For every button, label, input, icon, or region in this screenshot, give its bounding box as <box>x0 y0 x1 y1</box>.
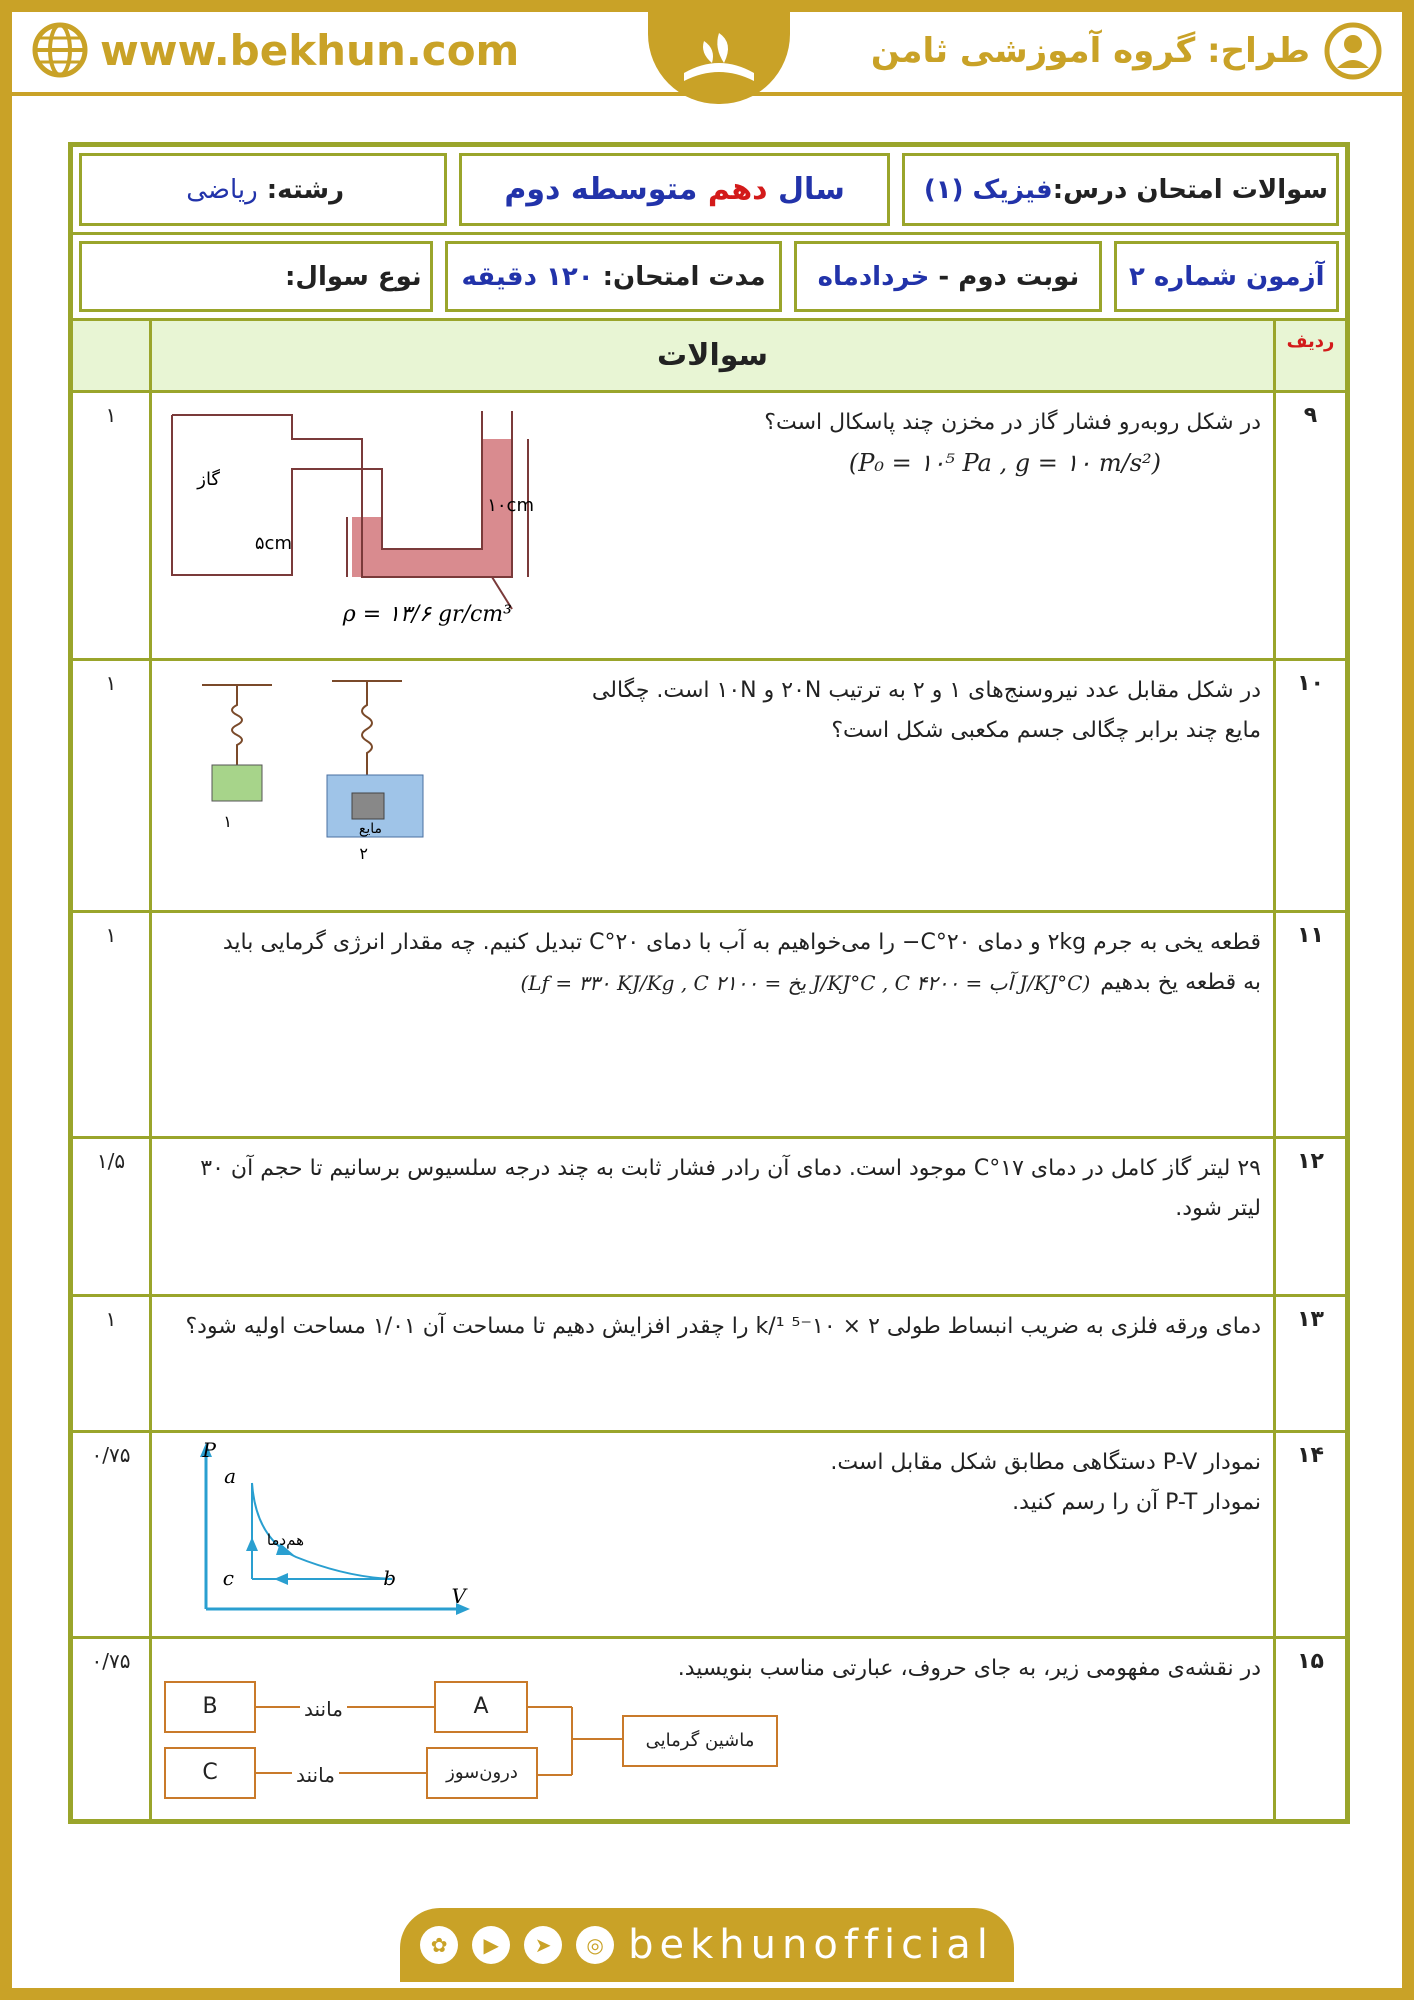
gas-label: گاز <box>197 469 220 490</box>
session-month: خردادماه <box>817 261 930 292</box>
question-text-line2: لیتر شود. <box>1175 1196 1261 1221</box>
point-b: b <box>383 1566 396 1590</box>
density-label: ρ = ۱۳/۶ gr/cm³ <box>342 602 512 627</box>
question-number: ۱۵ <box>1273 1639 1345 1819</box>
duration-label: مدت امتحان: <box>602 261 766 292</box>
grade-mid: دهم <box>707 172 768 207</box>
col-questions-label: سوالات <box>149 321 1273 390</box>
designer-label: طراح: گروه آموزشی ثامن <box>870 31 1310 71</box>
question-body <box>149 393 1273 658</box>
column-header-row <box>73 321 1345 393</box>
grade-cell <box>459 153 890 226</box>
grade-post: متوسطه دوم <box>504 172 698 207</box>
top-bar <box>12 12 1402 96</box>
question-row <box>73 661 1345 913</box>
point-c: c <box>222 1566 234 1590</box>
question-text-line1: در شکل مقابل عدد نیروسنج‌های ۱ و ۲ به ترتیب ۲۰N و ۱۰N است. چگالی <box>591 678 1261 703</box>
subject-label: سوالات امتحان درس: <box>1052 174 1328 205</box>
question-body <box>149 1639 1273 1819</box>
website-label: www.bekhun.com <box>100 25 520 75</box>
question-text-line2: نمودار P-T آن را رسم کنید. <box>1012 1490 1261 1515</box>
question-text: در شکل روبه‌رو فشار گاز در مخزن چند پاسکال است؟ <box>764 410 1261 435</box>
aparat-icon[interactable]: ✿ <box>420 1926 458 1964</box>
session-sep: - <box>938 261 950 292</box>
question-row <box>73 1139 1345 1297</box>
isothermal-label: هم‌دما <box>266 1531 304 1549</box>
duration-value: ۱۲۰ دقیقه <box>461 261 594 292</box>
instagram-icon[interactable]: ◎ <box>576 1926 614 1964</box>
session-cell <box>794 241 1102 312</box>
axis-v-label: V <box>451 1584 466 1608</box>
link-label-2: مانند <box>292 1755 339 1795</box>
session-label: نوبت دوم <box>958 261 1080 292</box>
question-body <box>149 913 1273 1136</box>
subject-cell <box>902 153 1339 226</box>
website[interactable] <box>32 22 519 78</box>
scale-1-label: ۱ <box>223 812 232 831</box>
manometer-figure <box>162 409 682 649</box>
subject-value: فیزیک (۱) <box>923 174 1053 205</box>
question-text-line1: نمودار P-V دستگاهی مطابق شکل مقابل است. <box>830 1450 1261 1475</box>
question-body <box>149 1433 1273 1636</box>
question-text-line1: قطعه یخی به جرم ۲kg و دمای ۲۰°C− را می‌خواهیم به آب با دمای ۲۰°C تبدیل کنیم. چه مقدار انرژی گرمایی باید <box>222 930 1261 955</box>
book-logo-icon <box>674 23 764 93</box>
concept-box-b: B <box>164 1681 256 1733</box>
question-number: ۱۲ <box>1273 1139 1345 1294</box>
point-a: a <box>224 1464 236 1488</box>
question-number: ۱۱ <box>1273 913 1345 1136</box>
question-score: ۱ <box>105 1307 117 1331</box>
footer-bar <box>400 1908 1014 1982</box>
header-row-2 <box>73 235 1345 321</box>
question-number: ۱۳ <box>1273 1297 1345 1430</box>
field-cell <box>79 153 447 226</box>
link-label-1: مانند <box>300 1689 347 1729</box>
question-score: ۰/۷۵ <box>91 1443 131 1467</box>
question-row <box>73 1639 1345 1819</box>
question-score: ۱ <box>105 671 117 695</box>
field-label: رشته: <box>266 174 345 205</box>
height-5cm: ۵cm <box>254 533 292 554</box>
question-type-label: نوع سوال: <box>79 241 433 312</box>
question-body <box>149 661 1273 910</box>
question-score: ۰/۷۵ <box>91 1649 131 1673</box>
question-score: ۱ <box>105 923 117 947</box>
question-text-line2: به قطعه یخ بدهیم <box>1100 970 1261 995</box>
exam-number: آزمون شماره ۲ <box>1114 241 1339 312</box>
question-text: در نقشه‌ی مفهومی زیر، به جای حروف، عبارتی مناسب بنویسید. <box>677 1656 1261 1681</box>
question-score: ۱ <box>105 403 117 427</box>
telegram-icon[interactable]: ➤ <box>524 1926 562 1964</box>
height-10cm: ۱۰cm <box>487 495 534 516</box>
question-formula: (P₀ = ۱۰⁵ Pa , g = ۱۰ m/s²) <box>848 449 1161 477</box>
user-icon <box>1324 22 1382 80</box>
question-body <box>149 1139 1273 1294</box>
question-row <box>73 913 1345 1139</box>
concept-box-c: C <box>164 1747 256 1799</box>
concept-box-a: A <box>434 1681 528 1733</box>
col-score <box>73 321 149 390</box>
question-body <box>149 1297 1273 1430</box>
question-text-line1: ۲۹ لیتر گاز کامل در دمای ۱۷°C موجود است. دمای آن رادر فشار ثابت به چند درجه سلسیوس برسانیم تا حجم آن ۳۰ <box>200 1156 1261 1181</box>
question-number: ۱۴ <box>1273 1433 1345 1636</box>
grade-pre: سال <box>778 172 845 207</box>
spring-scale-figure <box>192 675 492 895</box>
question-row <box>73 1433 1345 1639</box>
question-row <box>73 1297 1345 1433</box>
question-formula: (Lf = ۳۳۰ KJ/Kg , C یخ = ۲۱۰۰ J/KJ°C , C آب = ۴۲۰۰ J/KJ°C) <box>520 971 1091 995</box>
question-score: ۱/۵ <box>96 1149 126 1173</box>
globe-icon <box>32 22 88 78</box>
question-number: ۹ <box>1273 393 1345 658</box>
liquid-label: مایع <box>358 821 382 837</box>
exam-table <box>68 142 1350 1824</box>
logo <box>648 12 790 104</box>
question-text-line2: مایع چند برابر چگالی جسم مکعبی شکل است؟ <box>831 718 1261 743</box>
question-row <box>73 393 1345 661</box>
concept-box-engine: ماشین گرمایی <box>622 1715 778 1767</box>
social-handle[interactable]: bekhunofficial <box>628 1922 994 1968</box>
concept-box-internal: درون‌سوز <box>426 1747 538 1799</box>
scale-2-label: ۲ <box>359 844 368 863</box>
question-text: دمای ورقه فلزی به ضریب انبساط طولی ۲ × ۱۰⁻⁵ ¹/k را چقدر افزایش دهیم تا مساحت آن ۱/۰۱ مساحت اولیه شود؟ <box>185 1314 1261 1339</box>
designer <box>871 22 1382 80</box>
axis-p-label: P <box>202 1439 216 1462</box>
question-number: ۱۰ <box>1273 661 1345 910</box>
youtube-icon[interactable]: ▶ <box>472 1926 510 1964</box>
header-row-1 <box>73 147 1345 235</box>
pv-diagram <box>176 1439 476 1629</box>
col-row-label: ردیف <box>1273 321 1345 390</box>
field-value: ریاضی <box>186 174 258 205</box>
duration-cell <box>445 241 783 312</box>
